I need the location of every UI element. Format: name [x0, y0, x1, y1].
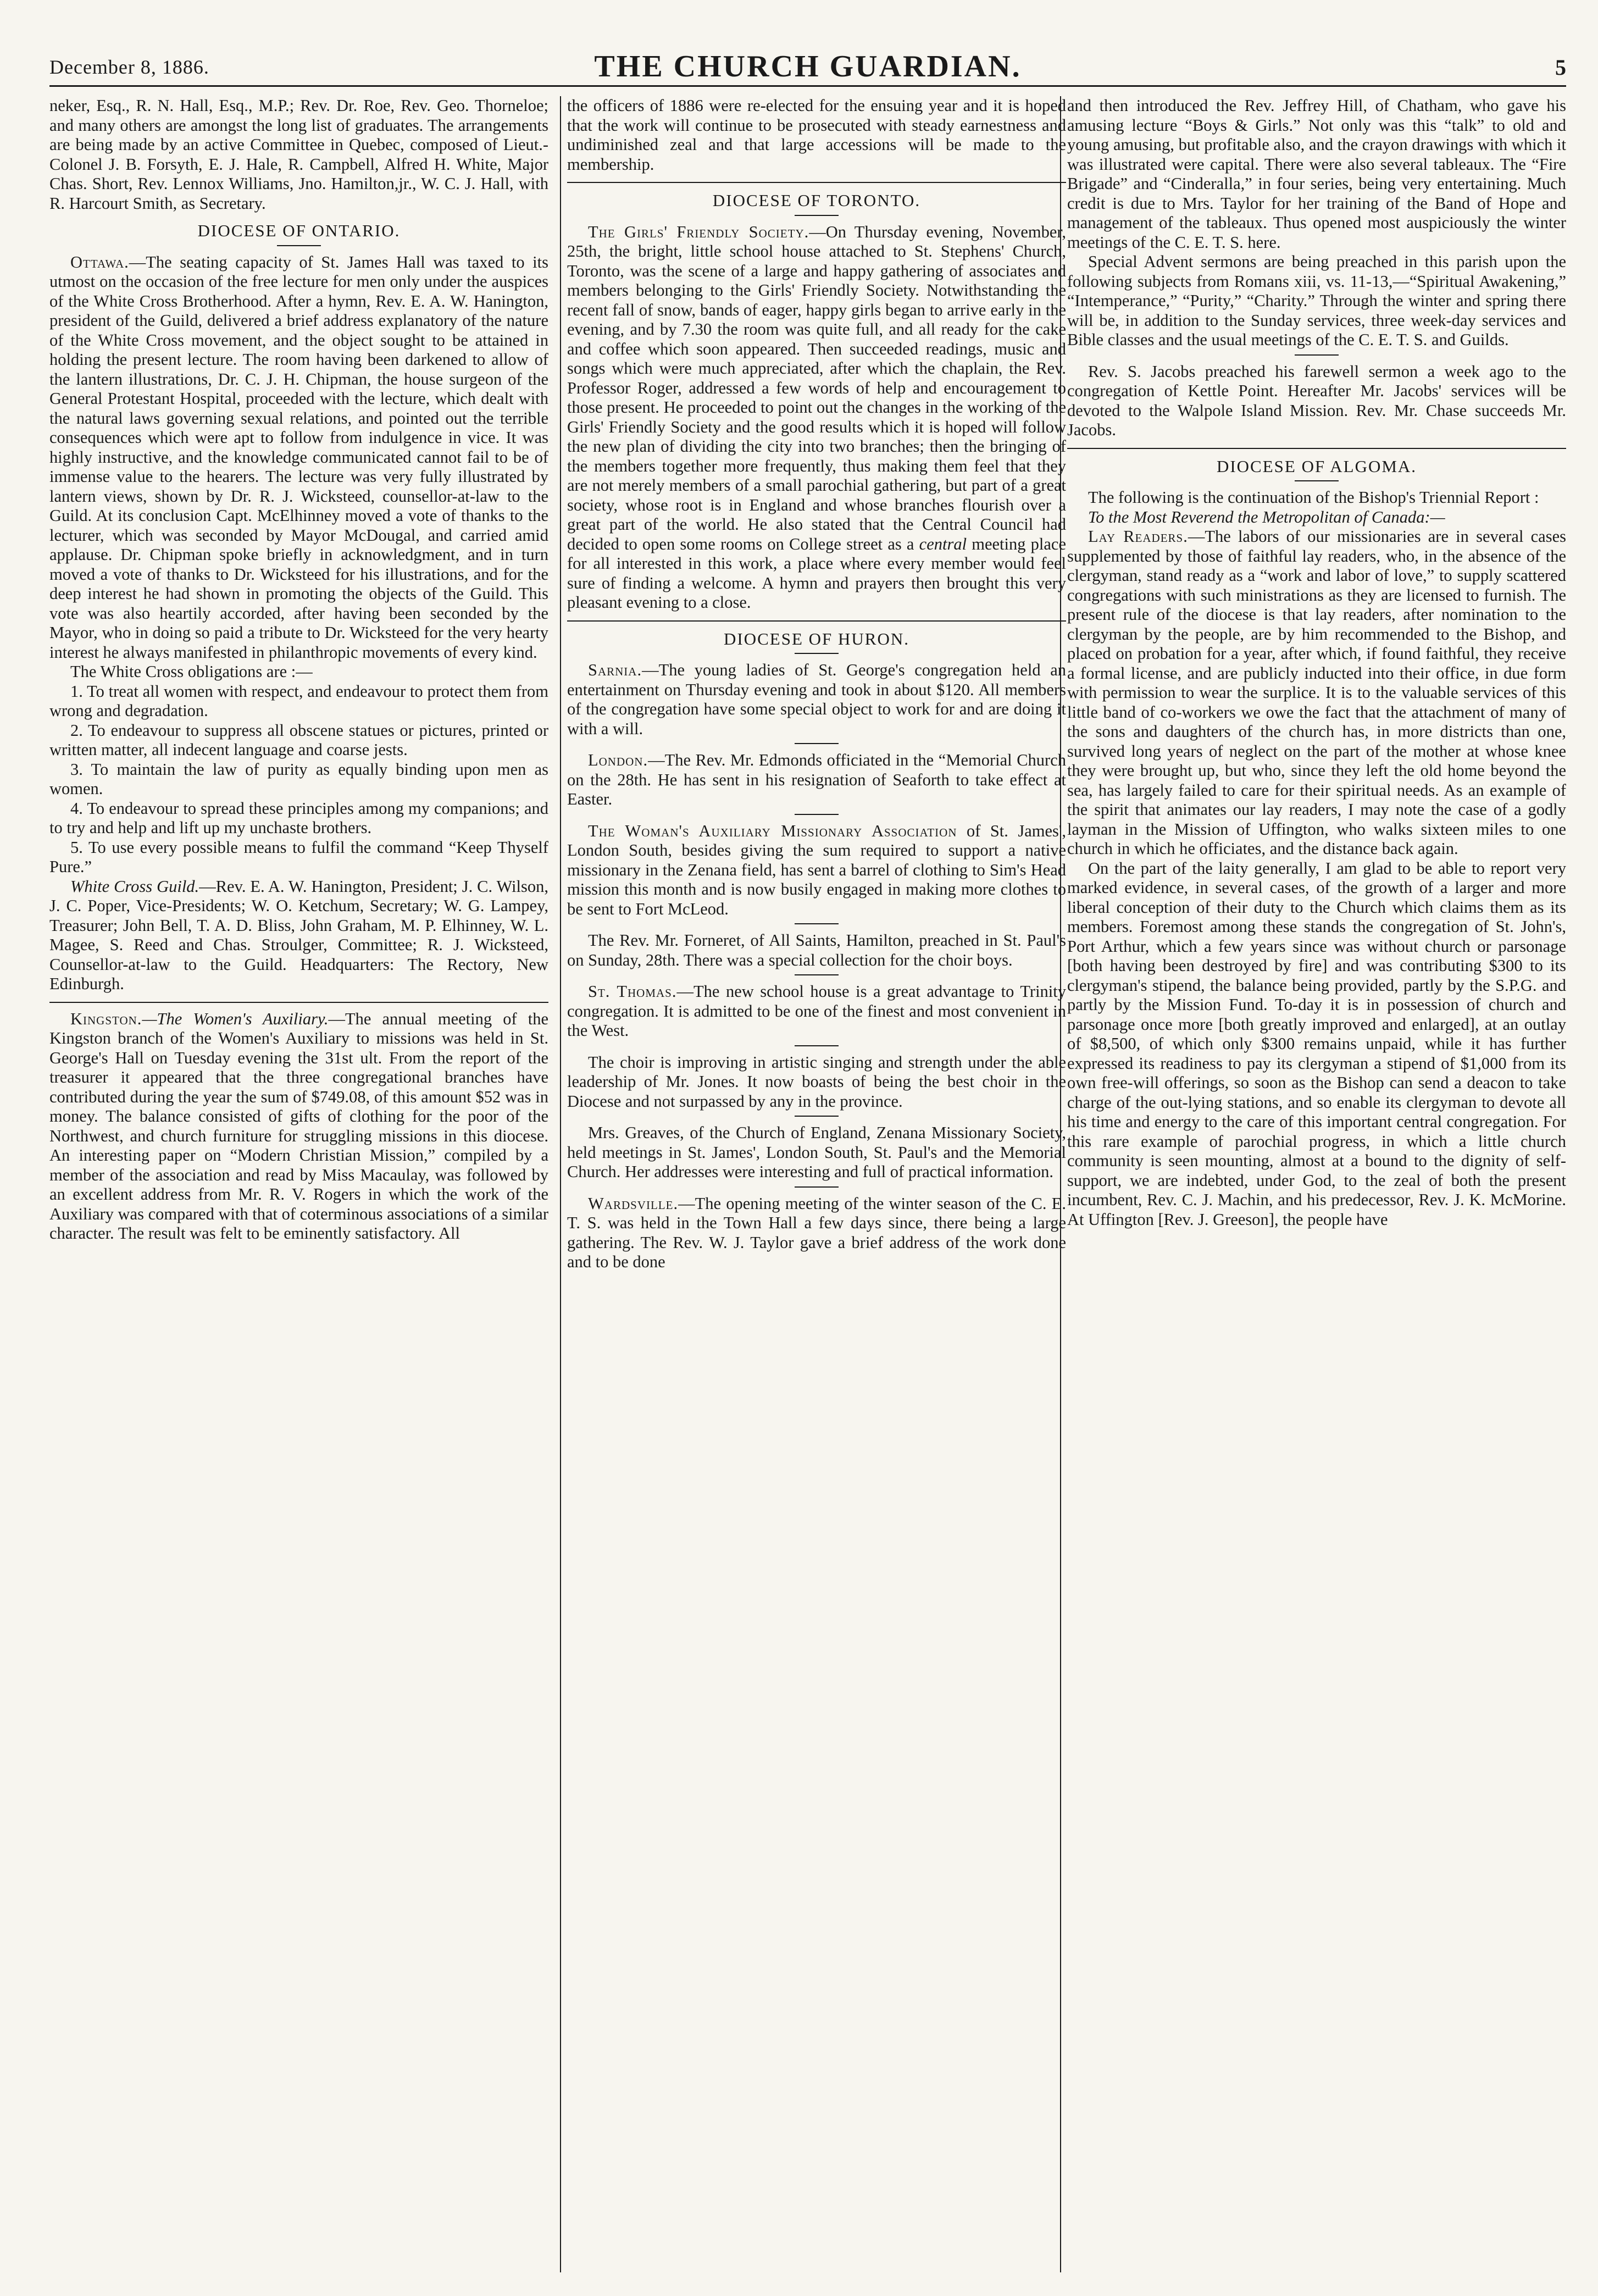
divider — [1295, 480, 1339, 481]
section-heading-ontario: DIOCESE OF ONTARIO. — [197, 221, 401, 240]
dateline: Wardsville. — [588, 1194, 679, 1213]
divider — [795, 1186, 839, 1188]
dateline: Kingston. — [70, 1009, 142, 1028]
column-divider — [560, 96, 561, 2272]
issue-date: December 8, 1886. — [49, 56, 209, 78]
paragraph: Special Advent sermons are being preached in this parish upon the following subjects from Romans xiii, vs. 11-13,—“Spiritual Awakening,” “Intemperance,” “Purity,” “Charity.” Through the winter and spring there will be, in addition to the Sunday services, three week-day services and Bible classes and the usual meetings of the C. E. T. S. and Guilds. — [1067, 252, 1566, 349]
dateline: Ottawa. — [70, 252, 129, 271]
article-body: —The seating capacity of St. James Hall was taxed to its utmost on the occasion of the free lecture for men only under the auspices of the White Cross Brotherhood. After a hymn, Rev. E. A. W. Hanington, president of the Guild, delivered a brief address explanatory of the nature of the White Cross movement, and the object sought to be attained in holding the present lecture. The room having been darkened to allow of the lantern illustrations, Dr. C. J. H. Chipman, the house surgeon of the General Protestant Hospital, proceeded with the lecture, which dealt with the natural laws governing sexual relations, and pointed out the terrible consequences which were apt to follow from indulgence in vice. It was highly instructive, and the knowledge communicated cannot fail to be of immense value to the hearers. The lecture was very fully illustrated by lantern views, shown by Dr. R. J. Wicksteed, counsellor-at-law to the Guild. At its conclusion Capt. McElhinney moved a vote of thanks to the lecturer, which was seconded by Mayor McDougal, and carried amid applause. Dr. Chipman spoke briefly in acknowledgment, and in turn moved a vote of thanks to Dr. Wicksteed for his illustrations, and for the deep interest he had shown in promoting the objects of the Guild. This vote was also heartily accorded, after having been seconded by the Mayor, who in doing so paid a tribute to Dr. Wicksteed for the very hearty interest he always manifested in philanthropic movements of every kind. — [49, 252, 548, 662]
list-item: 2. To endeavour to suppress all obscene statues or pictures, printed or written matter, all indecent language and coarse jests. — [49, 720, 548, 759]
article-kingston — [49, 1010, 548, 1244]
address-line — [1067, 508, 1566, 528]
newspaper-title: THE CHURCH GUARDIAN. — [594, 49, 1022, 84]
section-heading-toronto: DIOCESE OF TORONTO. — [712, 191, 921, 210]
page-number: 5 — [1555, 55, 1566, 80]
list-item: 1. To treat all women with respect, and endeavour to protect them from wrong and degradation. — [49, 681, 548, 720]
divider — [567, 182, 1066, 183]
article-body: —The opening meeting of the winter season of the C. E. T. S. was held in the Town Hall a few days since, there being a large gathering. The Rev. W. J. Taylor gave a brief address of the work done and to be done — [567, 1194, 1066, 1271]
paragraph: The Rev. Mr. Forneret, of All Saints, Hamilton, preached in St. Paul's on Sunday, 28th. There was a special collection for the choir boys. — [567, 931, 1066, 969]
article-st-thomas — [567, 982, 1066, 1041]
article-lead: The Girls' Friendly Society. — [588, 222, 809, 241]
list-item: 5. To use every possible means to fulfil the command “Keep Thyself Pure.” — [49, 838, 548, 876]
article-wardsville — [567, 1194, 1066, 1272]
article-guild — [49, 877, 548, 994]
article-lead: The Woman's Auxiliary Missionary Association — [588, 821, 957, 840]
paragraph: and then introduced the Rev. Jeffrey Hill, of Chatham, who gave his amusing lecture “Boys & Girls.” Not only was this “talk” to old and young amusing, but profitable also, and the crayon drawings with which it was illustrated were capital. There were also several tableaux. The “Fire Brigade” and “Cinderalla,” in four series, being very entertaining. Much credit is due to Mrs. Taylor for her training of the Band of Hope and management of the tableaux. Thus opened most auspiciously the winter meetings of the C. E. T. S. here. — [1067, 96, 1566, 252]
paragraph: On the part of the laity generally, I am glad to be able to report very marked evidence, in several cases, of the growth of a larger and more liberal conception of their duty to the Church which claims them as its members. Foremost among these stands the congregation of St. John's, Port Arthur, which a few years since was without church or parsonage [both having been destroyed by fire] and was contributing $300 to its clergyman's stipend, the balance being provided, partly by the S.P.G. and partly by the Mission Fund. To-day it is in possession of church and parsonage once more [both greatly improved and enlarged], at an outlay of $8,500, of which only $300 remains unpaid, while it has further expressed its readiness to pay its clergyman a stipend of $1,000 from its own free-will offerings, so soon as the Bishop can send a deacon to take charge of the out-lying stations, and so enable its clergyman to devote all his time and energy to the care of this important central congregation. For this rare example of parochial progress, in which a little church community is seen mounting, almost at a bound to the dignity of self-support, we are indebted, under God, to the zeal of both the present incumbent, Rev. C. J. Machin, and his predecessor, Rev. J. K. McMorine. At Uffington [Rev. J. Greeson], the people have — [1067, 858, 1566, 1229]
article-lead: White Cross Guild. — [70, 877, 199, 896]
column-right — [1067, 96, 1566, 2272]
article-womans-auxiliary — [567, 822, 1066, 919]
divider — [795, 743, 839, 744]
column-left — [49, 96, 548, 2272]
divider — [277, 245, 321, 246]
article-body: —Rev. E. A. W. Hanington, President; J. C. Wilson, J. C. Poper, Vice-Presidents; W. O. Ketchum, Secretary; W. G. Lampey, Treasurer; John Bell, T. A. D. Bliss, John Graham, M. P. Elhinney, W. L. Magee, S. Reed and Chas. Stroulger, Committee; R. J. Wicksteed, Counsellor-at-law to the Guild. Headquarters: The Rectory, New Edinburgh. — [49, 877, 548, 993]
divider — [567, 620, 1066, 622]
divider — [795, 653, 839, 654]
dateline: Sarnia. — [588, 661, 642, 679]
paragraph: neker, Esq., R. N. Hall, Esq., M.P.; Rev. Dr. Roe, Rev. Geo. Thorneloe; and many others are amongst the long list of graduates. The arrangements are being made by an active Committee in Quebec, composed of Lieut.-Colonel J. B. Forsyth, E. J. Hale, R. Campbell, Alfred H. White, Major Chas. Short, Rev. Lennox Williams, Jno. Hamilton,jr., W. C. J. Hall, with R. Harcourt Smith, as Secretary. — [49, 96, 548, 213]
dateline: London. — [588, 751, 648, 769]
article-body: —The Rev. Mr. Edmonds officiated in the “Memorial Church on the 28th. He has sent in his resignation of Seaforth to take effect at Easter. — [567, 751, 1066, 808]
dateline: St. Thomas. — [588, 982, 677, 1001]
article-body: —The young ladies of St. George's congregation held an entertainment on Thursday evening and took in about $120. All members of the congregation have some special object to work for and are doing it with a will. — [567, 661, 1066, 738]
article-body: meeting place for all interested in this work, a place where every member would feel sure of finding a welcome. A hymn and prayers then brought this very pleasant evening to a close. — [567, 534, 1066, 612]
column-middle — [567, 96, 1066, 2272]
article-body: —On Thursday evening, November, 25th, the bright, little school house attached to St. Stephens' Church, Toronto, was the scene of a large and happy gathering of associates and members belonging to the Girls' Friendly Society. Notwithstanding the recent fall of snow, bands of eager, happy girls began to arrive early in the evening, and by 7.30 the room was quite full, and all ready for the cake and coffee which soon appeared. Then succeeded readings, music and songs which were much appreciated, after which the chaplain, the Rev. Professor Roger, addressed a few words of help and encouragement to those present. He proceeded to point out the changes in the working of the Girls' Friendly Society and the good results which it is hoped will follow the new plan of dividing the city into two branches; then the bringing of the members together more frequently, thus making them feel that they are not merely members of a small parochial gathering, but part of a great society, whose root is in England and whose branches flourish over a great part of the world. He also stated that the Central Council had decided to open some rooms on College street as a — [567, 222, 1066, 553]
list-item: 3. To maintain the law of purity as equally binding upon men as women. — [49, 759, 548, 798]
divider — [1067, 448, 1566, 449]
article-lay-readers — [1067, 527, 1566, 859]
section-heading-algoma: DIOCESE OF ALGOMA. — [1216, 456, 1417, 476]
paragraph: The White Cross obligations are :— — [70, 662, 313, 681]
article-subtitle: —The Women's Auxiliary. — [142, 1009, 329, 1028]
divider — [795, 923, 839, 924]
divider — [795, 974, 839, 975]
section-heading-huron: DIOCESE OF HURON. — [724, 629, 909, 648]
article-body: —The annual meeting of the Kingston branch of the Women's Auxiliary to missions was held in St. George's Hall on Tuesday evening the 31st ult. From the report of the treasurer it appeared that the three congregational branches have contributed during the year the sum of $749.08, of this amount $52 was in money. The balance consisted of gifts of clothing for the poor of the Northwest, and church furniture for struggling missions in this diocese. An interesting paper on “Modern Christian Mission,” compiled by a member of the association and read by Miss Macaulay, was followed by an excellent address from Mr. R. V. Rogers in which the work of the Auxiliary was compared with that of coterminous associations of a similar character. The result was felt to be eminently satisfactory. All — [49, 1009, 548, 1243]
article-body: of St. James', London South, besides giving the sum required to support a native missionary in the Zenana field, has sent a barrel of clothing to Sim's Head mission this month and is now busily engaged in making more clothes to be sent to Fort McLeod. — [567, 821, 1066, 918]
article-body: —The new school house is a great advantage to Trinity congregation. It is admitted to be one of the finest and most convenient in the West. — [567, 982, 1066, 1040]
paragraph: Mrs. Greaves, of the Church of England, Zenana Missionary Society, held meetings in St. James', London South, St. Paul's and the Memorial Church. Her addresses were interesting and full of practical information. — [567, 1123, 1066, 1181]
article-body: —The labors of our missionaries are in several cases supplemented by those of faithful lay readers, who, in the absence of the clergyman, stand ready as a “work and labor of love,” to supply scattered congregations with such ministrations as they are licensed to furnish. The present rule of the diocese is that lay readers, after nomination to the clergyman by the people, are by him recommended to the Bishop, and placed on probation for a year, after which, if found faithful, they receive a formal license, and are publicly inducted into their office, in due form with permission to wear the surplice. It is to the valuable services of this little band of co-workers we owe the fact that the attachment of many of the sons and daughters of the church has, in more districts than one, survived long years of neglect on the part of the mother at whose knee they were brought up, but who, since they left the old home beyond the sea, has largely failed to care for their spiritual needs. As an example of the spirit that animates our lay readers, I may note the case of a godly layman in the Mission of Uffington, who walks sixteen miles to one church in which he officiates, and the distance back again. — [1067, 527, 1566, 858]
emphasis: central — [919, 534, 967, 553]
paragraph: the officers of 1886 were re-elected for the ensuing year and it is hoped that the work will continue to be prosecuted with steady earnestness and undiminished zeal and that large accessions will be made to the membership. — [567, 96, 1066, 174]
obligations-list — [49, 682, 548, 877]
divider — [49, 1002, 548, 1003]
paragraph: Rev. S. Jacobs preached his farewell sermon a week ago to the congregation of Kettle Point. Hereafter Mr. Jacobs' services will be devoted to the Walpole Island Mission. Rev. Mr. Chase succeeds Mr. Jacobs. — [1067, 362, 1566, 439]
article-london — [567, 751, 1066, 809]
divider — [1295, 354, 1339, 356]
divider — [795, 814, 839, 815]
article-sarnia — [567, 661, 1066, 739]
divider — [795, 1116, 839, 1117]
paragraph: The choir is improving in artistic singing and strength under the able leadership of Mr. Jones. It now boasts of being the best choir in the Diocese and not surpassed by any in the province. — [567, 1052, 1066, 1111]
address-text: To the Most Reverend the Metropolitan of Canada:— — [1088, 507, 1445, 526]
article-lead: Lay Readers. — [1088, 527, 1188, 546]
list-item: 4. To endeavour to spread these principles among my companions; and to try and help and lift up my unchaste brothers. — [49, 798, 548, 837]
article-ottawa — [49, 253, 548, 663]
article-gfs — [567, 223, 1066, 613]
divider — [795, 215, 839, 216]
divider — [795, 1045, 839, 1046]
masthead — [49, 49, 1566, 87]
paragraph: The following is the continuation of the Bishop's Triennial Report : — [1088, 488, 1539, 507]
